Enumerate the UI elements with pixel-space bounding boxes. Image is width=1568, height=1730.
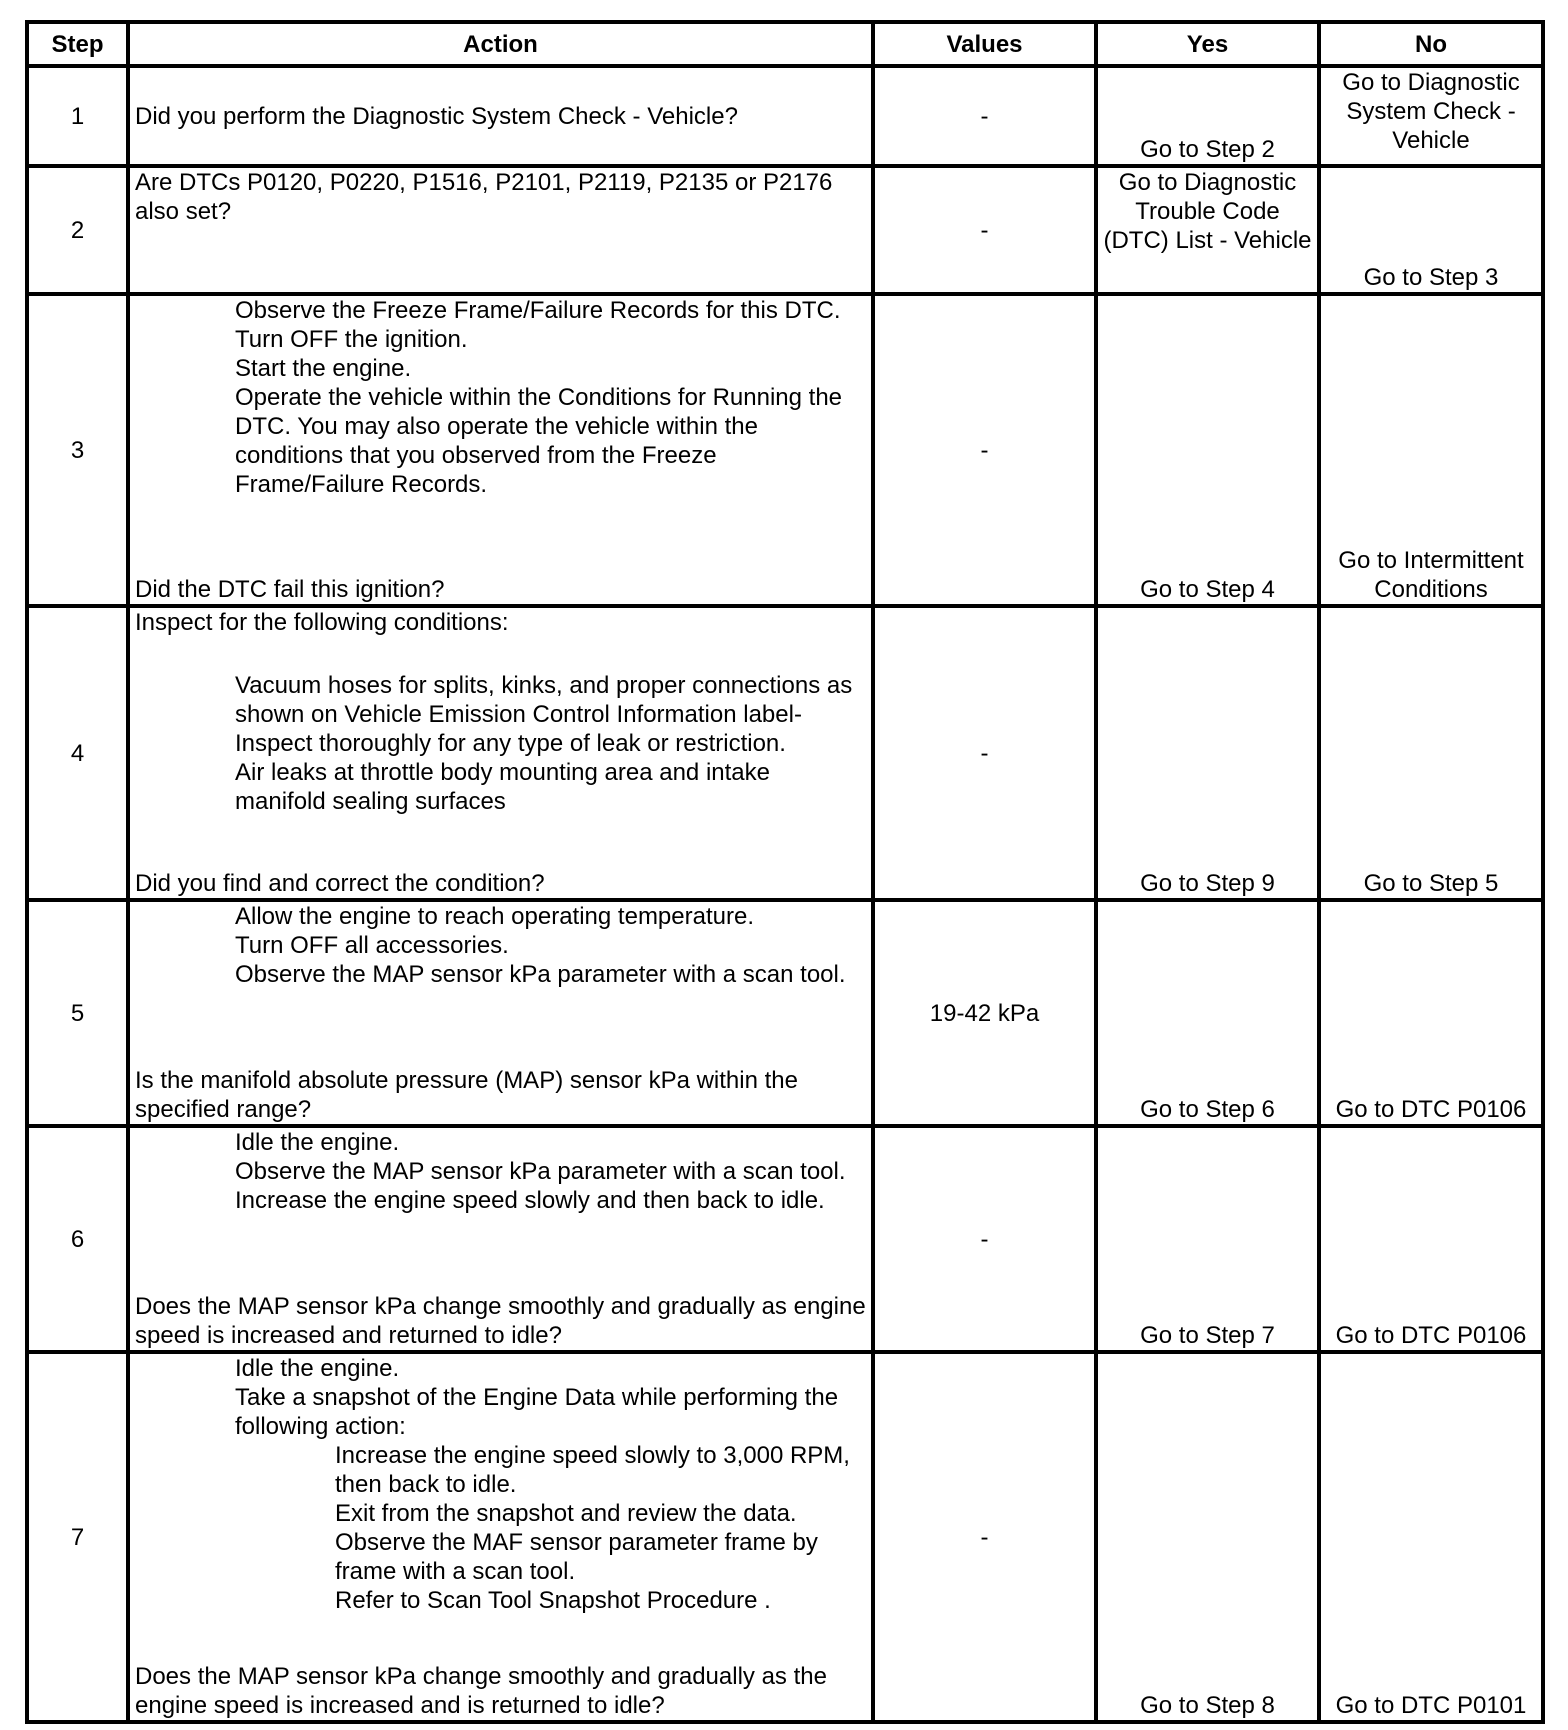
action-steps: [135, 902, 866, 989]
action-step-item: Take a snapshot of the Engine Data while performing the following action:: [235, 1384, 839, 1440]
no-cell: Go to Step 3: [1319, 166, 1543, 294]
table-row: [27, 294, 1543, 606]
table-row: [27, 66, 1543, 166]
action-step-item: Observe the MAP sensor kPa parameter with a scan tool.: [235, 961, 846, 988]
yes-cell: Go to Step 4: [1096, 294, 1319, 606]
no-cell: Go to DTC P0101: [1319, 1352, 1543, 1722]
step-number: 6: [27, 1126, 128, 1352]
yes-cell: Go to Step 6: [1096, 900, 1319, 1126]
values-cell: -: [873, 606, 1096, 900]
action-step-item: Vacuum hoses for splits, kinks, and proper connections as shown on Vehicle Emission Control Information label-Inspect thoroughly for any type of leak or restriction.: [235, 672, 853, 757]
yes-cell: Go to Step 9: [1096, 606, 1319, 900]
step-number: 3: [27, 294, 128, 606]
values-cell: 19-42 kPa: [873, 900, 1096, 1126]
no-cell: Go to Diagnostic System Check - Vehicle: [1319, 66, 1543, 166]
diagnostic-table: [25, 20, 1545, 1724]
action-cell: [128, 294, 873, 606]
step-number: 2: [27, 166, 128, 294]
table-row: [27, 900, 1543, 1126]
yes-cell: Go to Step 2: [1096, 66, 1319, 166]
header-values: Values: [873, 22, 1096, 66]
action-substep-item: Refer to Scan Tool Snapshot Procedure .: [335, 1587, 771, 1614]
step-number: 1: [27, 66, 128, 166]
action-substeps: [135, 1441, 866, 1615]
action-steps: [135, 1354, 866, 1441]
action-cell: [128, 1126, 873, 1352]
action-question: Are DTCs P0120, P0220, P1516, P2101, P2119, P2135 or P2176 also set?: [135, 169, 833, 225]
header-row: [27, 22, 1543, 66]
action-step-item: Operate the vehicle within the Conditions for Running the DTC. You may also operate the vehicle within the conditions that you observed from the Freeze Frame/Failure Records.: [235, 384, 843, 498]
values-cell: -: [873, 1352, 1096, 1722]
header-yes: Yes: [1096, 22, 1319, 66]
action-question: Does the MAP sensor kPa change smoothly and gradually as the engine speed is increased and is returned to idle?: [135, 1663, 827, 1719]
action-step-item: Increase the engine speed slowly and then back to idle.: [235, 1187, 825, 1214]
action-question: Did you perform the Diagnostic System Check - Vehicle?: [135, 102, 738, 130]
yes-cell: Go to Diagnostic Trouble Code (DTC) List - Vehicle: [1096, 166, 1319, 294]
table-row: [27, 1352, 1543, 1722]
action-cell: [128, 1352, 873, 1722]
no-cell: Go to Step 5: [1319, 606, 1543, 900]
yes-cell: Go to Step 8: [1096, 1352, 1319, 1722]
no-cell: Go to Intermittent Conditions: [1319, 294, 1543, 606]
action-question: Did you find and correct the condition?: [135, 870, 545, 897]
values-cell: -: [873, 294, 1096, 606]
no-cell: Go to DTC P0106: [1319, 900, 1543, 1126]
values-cell: -: [873, 166, 1096, 294]
action-question: Did the DTC fail this ignition?: [135, 576, 445, 603]
action-cell: [128, 166, 873, 294]
action-steps: [135, 296, 866, 499]
table-row: [27, 1126, 1543, 1352]
action-intro: Inspect for the following conditions:: [135, 609, 509, 636]
header-step: Step: [27, 22, 128, 66]
action-step-item: Start the engine.: [235, 355, 412, 382]
action-step-item: Turn OFF all accessories.: [235, 932, 509, 959]
step-number: 4: [27, 606, 128, 900]
action-step-item: Allow the engine to reach operating temperature.: [235, 903, 754, 930]
action-question: Is the manifold absolute pressure (MAP) sensor kPa within the specified range?: [135, 1067, 798, 1123]
action-step-item: Turn OFF the ignition.: [235, 326, 468, 353]
action-substep-item: Observe the MAF sensor parameter frame by frame with a scan tool.: [335, 1529, 818, 1585]
action-substep-item: Exit from the snapshot and review the data.: [335, 1500, 797, 1527]
table-row: [27, 166, 1543, 294]
values-cell: -: [873, 1126, 1096, 1352]
step-number: 5: [27, 900, 128, 1126]
yes-cell: Go to Step 7: [1096, 1126, 1319, 1352]
table-row: [27, 606, 1543, 900]
header-no: No: [1319, 22, 1543, 66]
action-step-item: Observe the Freeze Frame/Failure Records for this DTC.: [235, 297, 841, 324]
action-steps: [135, 671, 866, 816]
header-action: Action: [128, 22, 873, 66]
action-step-item: Idle the engine.: [235, 1129, 400, 1156]
action-question: Does the MAP sensor kPa change smoothly and gradually as engine speed is increased and returned to idle?: [135, 1293, 866, 1349]
action-cell: [128, 900, 873, 1126]
action-steps: [135, 1128, 866, 1215]
action-step-item: Air leaks at throttle body mounting area and intake manifold sealing surfaces: [235, 759, 770, 815]
action-cell: [128, 66, 873, 166]
action-substep-item: Increase the engine speed slowly to 3,000 RPM, then back to idle.: [335, 1442, 850, 1498]
values-cell: -: [873, 66, 1096, 166]
action-step-item: Observe the MAP sensor kPa parameter with a scan tool.: [235, 1158, 846, 1185]
step-number: 7: [27, 1352, 128, 1722]
no-cell: Go to DTC P0106: [1319, 1126, 1543, 1352]
action-cell: [128, 606, 873, 900]
action-step-item: Idle the engine.: [235, 1355, 400, 1382]
